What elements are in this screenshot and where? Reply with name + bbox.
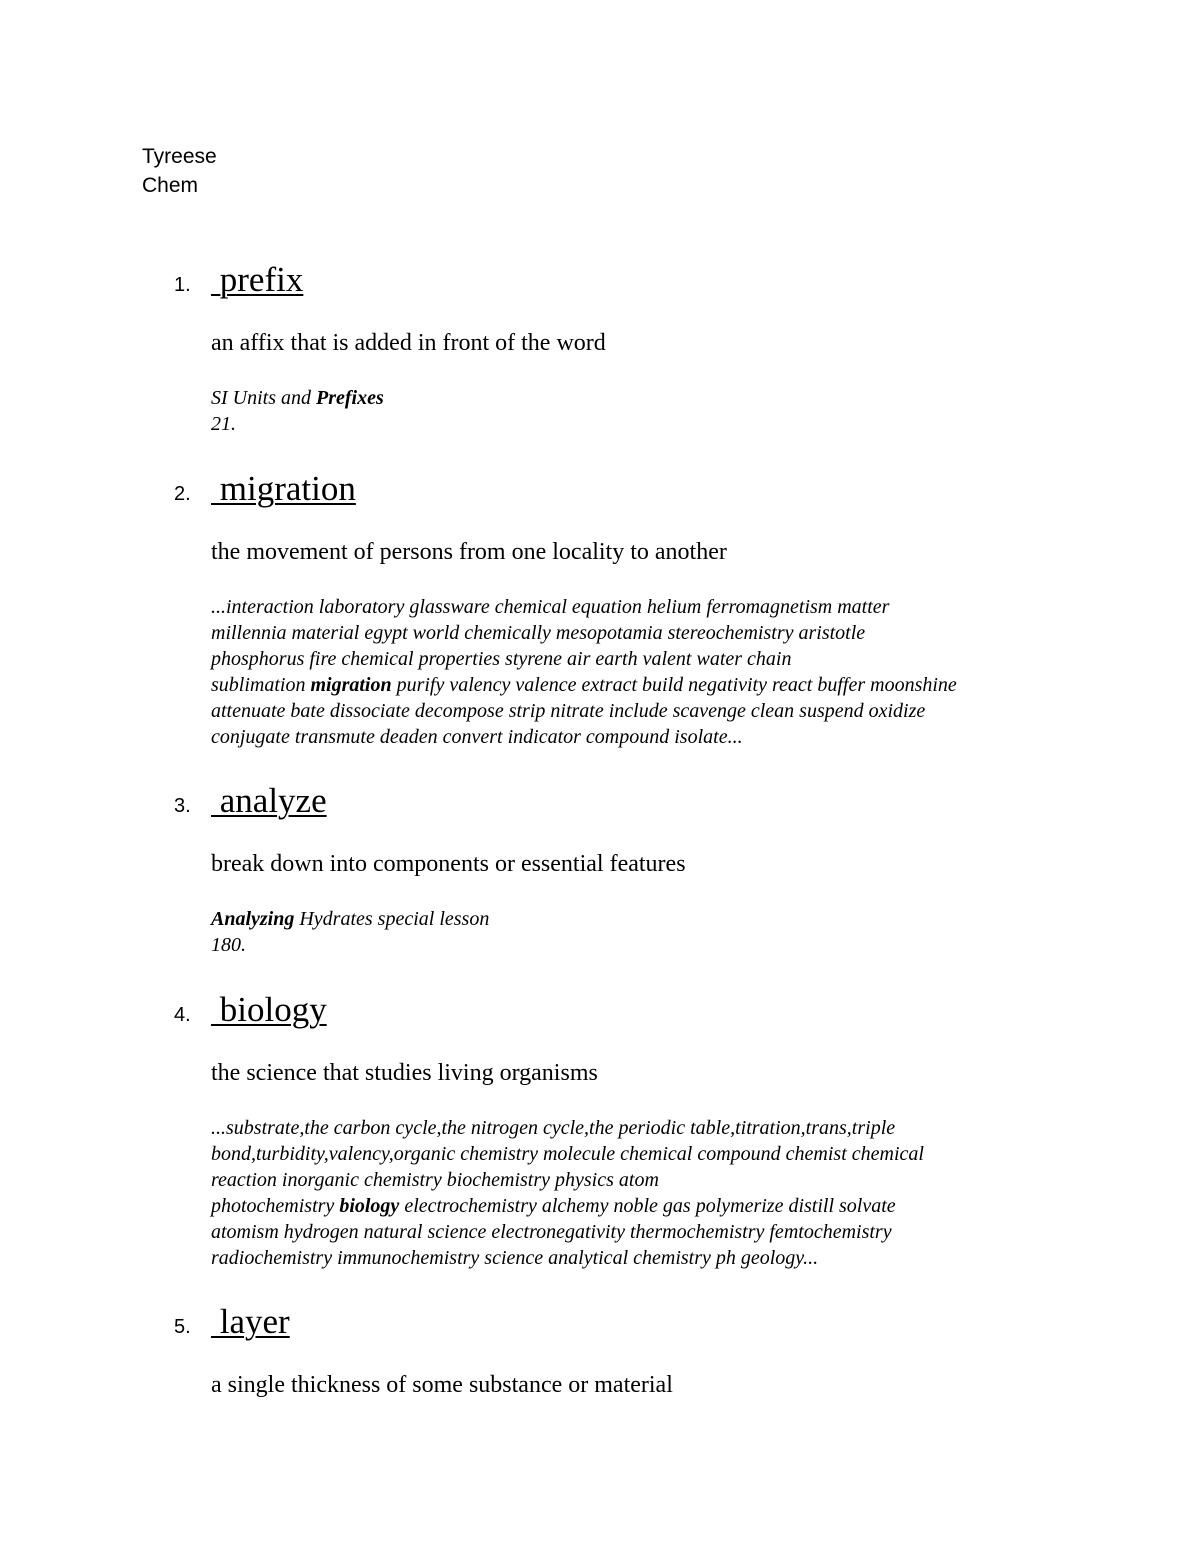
example-text: electrochemistry alchemy noble gas polymerize distill solvate xyxy=(399,1195,896,1217)
term-line xyxy=(0,1302,1200,1342)
example-text: SI Units and xyxy=(211,387,316,409)
entry-number: 2. xyxy=(174,483,191,505)
example-text: 180. xyxy=(211,934,246,956)
term-definition: a single thickness of some substance or material xyxy=(211,1372,673,1398)
highlighted-term: Analyzing xyxy=(211,908,295,930)
student-name: Tyreese xyxy=(142,145,217,168)
example-text: bond,turbidity,valency,organic chemistry molecule chemical compound chemist chemical xyxy=(211,1143,924,1165)
subject-name: Chem xyxy=(142,174,199,197)
usage-example xyxy=(211,906,1071,958)
example-line xyxy=(211,906,1071,932)
entry-number: 3. xyxy=(174,795,191,817)
example-line xyxy=(211,1115,1071,1141)
term-definition: the movement of persons from one locality to another xyxy=(211,539,727,565)
vocab-entry-2 xyxy=(0,469,1200,748)
example-line xyxy=(211,594,1071,620)
term-definition: an affix that is added in front of the word xyxy=(211,330,606,356)
highlighted-term: migration xyxy=(310,674,392,696)
vocab-entry-5 xyxy=(0,1302,1200,1398)
vocab-term: migration xyxy=(211,469,356,508)
usage-example xyxy=(211,594,1071,750)
example-line xyxy=(211,932,1071,958)
example-text: reaction inorganic chemistry biochemistry physics atom xyxy=(211,1169,659,1191)
vocab-term: analyze xyxy=(211,781,327,820)
example-line xyxy=(211,1193,1071,1219)
example-text: sublimation xyxy=(211,674,311,696)
term-line xyxy=(0,990,1200,1030)
usage-example xyxy=(211,385,1071,437)
example-text: phosphorus fire chemical properties styrene air earth valent water chain xyxy=(211,648,792,670)
entry-number: 1. xyxy=(174,274,191,296)
example-text: ...interaction laboratory glassware chemical equation helium ferromagnetism matter xyxy=(211,596,890,618)
document-header xyxy=(142,142,217,200)
example-text: photochemistry xyxy=(211,1195,340,1217)
vocab-entry-1 xyxy=(0,260,1200,435)
usage-example xyxy=(211,1115,1071,1271)
example-line xyxy=(211,672,1071,698)
example-text: attenuate bate dissociate decompose strip nitrate include scavenge clean suspend oxidize xyxy=(211,700,926,722)
example-text: conjugate transmute deaden convert indicator compound isolate... xyxy=(211,726,743,748)
term-line xyxy=(0,469,1200,509)
example-line xyxy=(211,411,1071,437)
term-definition: break down into components or essential features xyxy=(211,851,686,877)
entry-number: 5. xyxy=(174,1316,191,1338)
example-line xyxy=(211,646,1071,672)
highlighted-term: biology xyxy=(339,1195,400,1217)
example-text: ...substrate,the carbon cycle,the nitrogen cycle,the periodic table,titration,trans,triple xyxy=(211,1117,896,1139)
example-text: radiochemistry immunochemistry science analytical chemistry ph geology... xyxy=(211,1247,819,1269)
highlighted-term: Prefixes xyxy=(316,387,384,409)
vocab-entry-3 xyxy=(0,781,1200,956)
term-definition: the science that studies living organisms xyxy=(211,1060,598,1086)
example-text: purify valency valence extract build negativity react buffer moonshine xyxy=(391,674,957,696)
example-text: Hydrates special lesson xyxy=(294,908,490,930)
example-text: 21. xyxy=(211,413,236,435)
example-text: atomism hydrogen natural science electronegativity thermochemistry femtochemistry xyxy=(211,1221,892,1243)
example-line xyxy=(211,620,1071,646)
example-line xyxy=(211,1219,1071,1245)
example-line xyxy=(211,698,1071,724)
vocab-term: biology xyxy=(211,990,327,1029)
example-line xyxy=(211,724,1071,750)
term-line xyxy=(0,260,1200,300)
vocab-entry-4 xyxy=(0,990,1200,1269)
example-line xyxy=(211,1167,1071,1193)
vocab-term: prefix xyxy=(211,260,304,299)
example-line xyxy=(211,1141,1071,1167)
entry-number: 4. xyxy=(174,1004,191,1026)
example-line xyxy=(211,385,1071,411)
vocab-term: layer xyxy=(211,1302,290,1341)
example-text: millennia material egypt world chemically mesopotamia stereochemistry aristotle xyxy=(211,622,866,644)
term-line xyxy=(0,781,1200,821)
example-line xyxy=(211,1245,1071,1271)
